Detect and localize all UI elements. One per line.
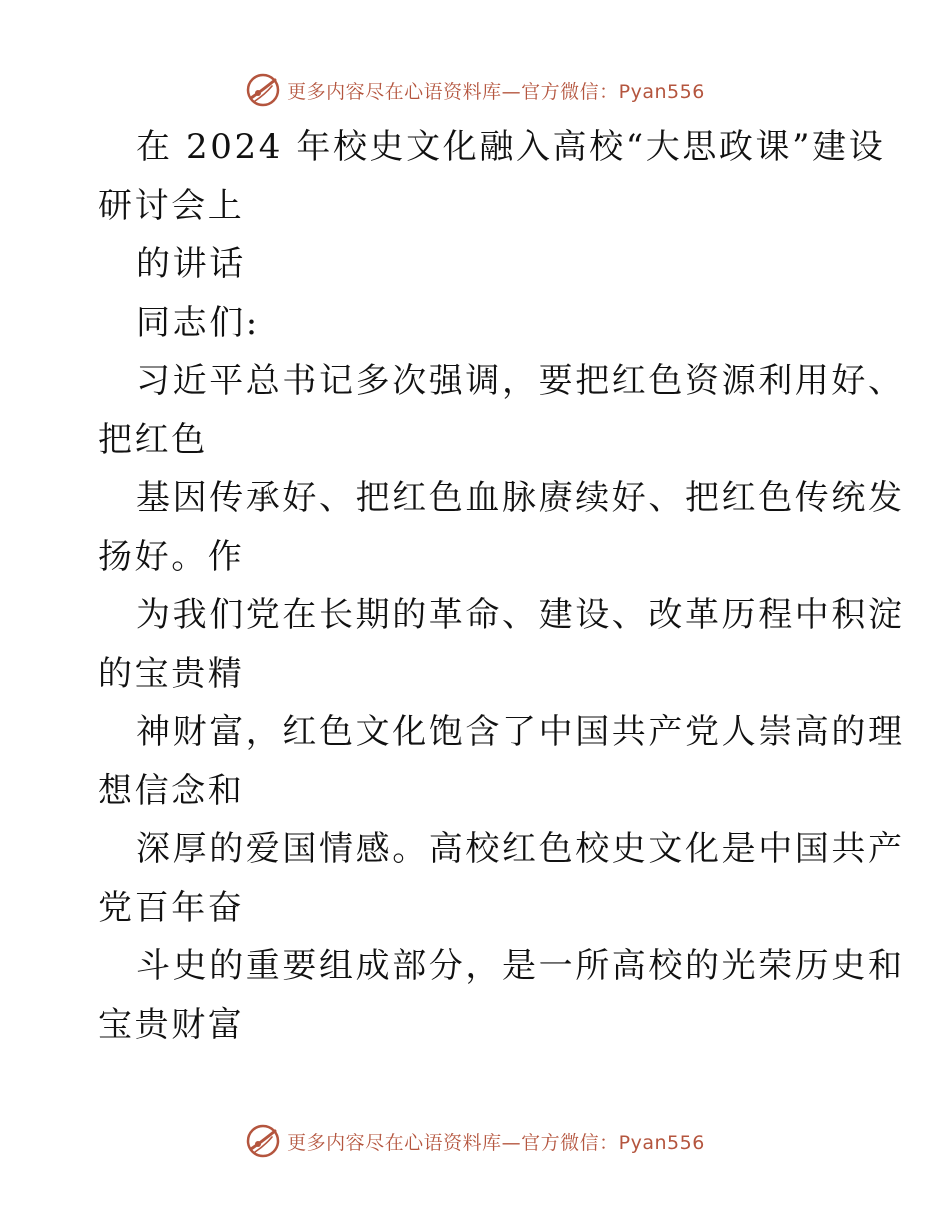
document-line: 在 2024 年校史文化融入高校“大思政课”建设 [136,127,886,167]
document-line: 为我们党在长期的革命、建设、改革历程中积淀 [136,595,905,635]
document-line: 扬好。作 [98,536,245,577]
document-line: 的宝贵精 [98,653,245,694]
watermark-header [0,72,950,108]
document-line: 深厚的爱国情感。高校红色校史文化是中国共产 [136,829,905,869]
document-line: 斗史的重要组成部分，是一所高校的光荣历史和 [136,946,905,986]
watermark-text: 更多内容尽在心语资料库—官方微信：Pyan556 [287,1131,705,1154]
document-line: 习近平总书记多次强调，要把红色资源利用好、 [136,361,905,401]
document-body [98,118,905,1054]
document-line: 基因传承好、把红色血脉赓续好、把红色传统发 [136,478,905,518]
watermark-text: 更多内容尽在心语资料库—官方微信：Pyan556 [287,80,705,103]
pen-logo-icon [245,72,281,108]
watermark-footer [0,1123,950,1159]
document-line: 同志们: [136,302,260,343]
document-line: 神财富，红色文化饱含了中国共产党人崇高的理 [136,712,905,752]
document-line: 想信念和 [98,770,245,811]
document-line: 党百年奋 [98,887,245,928]
document-line: 的讲话 [136,244,246,284]
document-line: 研讨会上 [98,185,245,226]
pen-logo-icon [245,1123,281,1159]
document-line: 把红色 [98,419,208,460]
document-line: 宝贵财富 [98,1004,245,1045]
